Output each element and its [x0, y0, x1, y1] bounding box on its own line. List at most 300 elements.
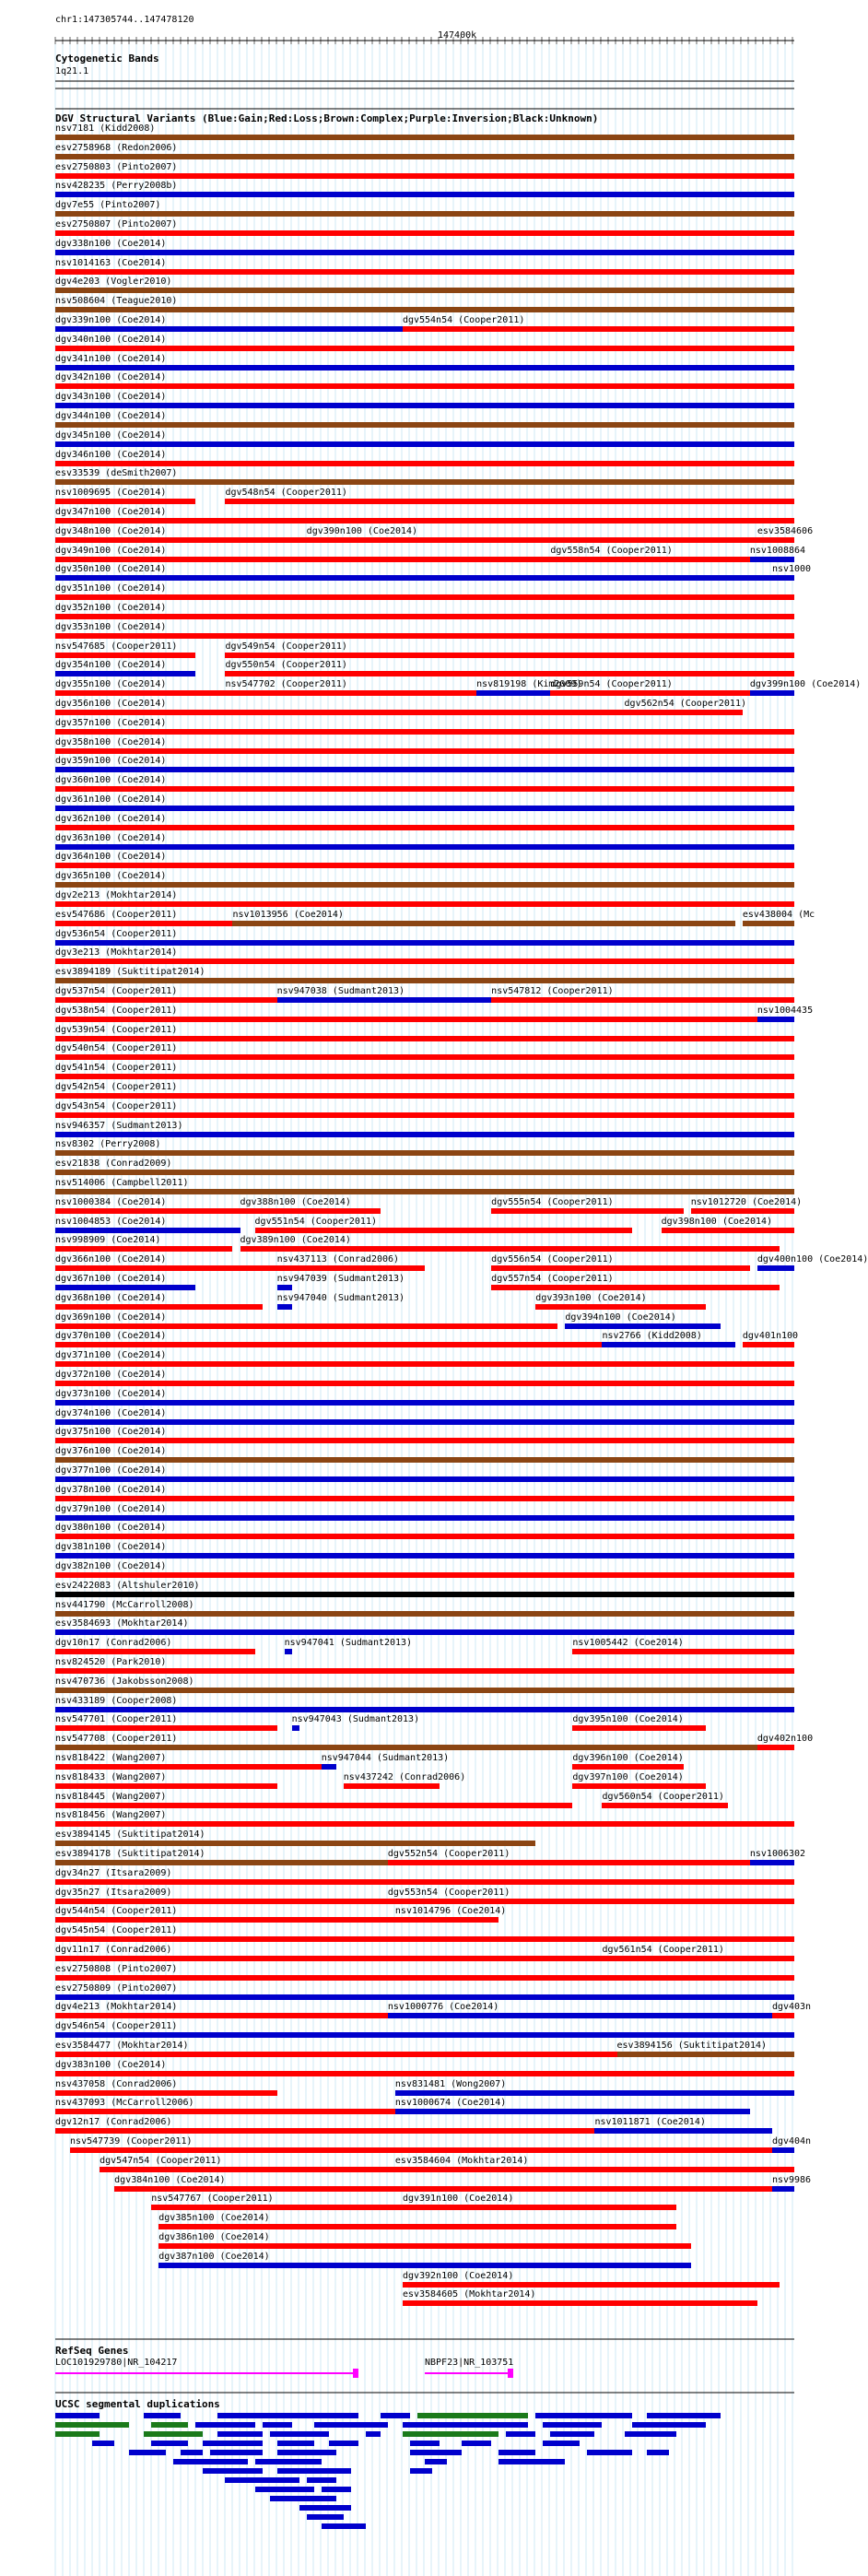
variant-bar[interactable] [55, 1342, 602, 1347]
variant-bar[interactable] [55, 422, 794, 428]
segdup-bar[interactable] [255, 2459, 322, 2464]
variant-label[interactable]: dgv359n100 (Coe2014) [55, 756, 167, 767]
variant-bar[interactable] [750, 690, 794, 696]
segdup-bar[interactable] [632, 2422, 706, 2428]
variant-bar[interactable] [232, 921, 734, 926]
refseq-track-title[interactable]: RefSeq Genes [55, 2345, 129, 2357]
variant-bar[interactable] [395, 2109, 750, 2114]
variant-bar[interactable] [55, 653, 195, 658]
variant-label[interactable]: nsv437242 (Conrad2006) [343, 1771, 466, 1782]
variant-label[interactable]: dgv355n100 (Coe2014) [55, 679, 167, 690]
variant-label[interactable]: dgv366n100 (Coe2014) [55, 1254, 167, 1265]
variant-bar[interactable] [55, 269, 794, 275]
segdup-bar[interactable] [151, 2441, 188, 2446]
variant-bar[interactable] [225, 690, 476, 696]
variant-label[interactable]: nsv947043 (Sudmant2013) [291, 1714, 420, 1725]
variant-bar[interactable] [55, 288, 794, 293]
variant-label[interactable]: esv2750808 (Pinto2007) [55, 1963, 178, 1974]
segdup-bar[interactable] [587, 2450, 631, 2455]
variant-bar[interactable] [55, 1054, 794, 1060]
variant-label[interactable]: nsv1000 [771, 564, 812, 575]
variant-bar[interactable] [55, 1553, 794, 1559]
variant-label[interactable]: nsv1006302 [749, 1849, 806, 1859]
variant-bar[interactable] [55, 1036, 794, 1041]
segdup-bar[interactable] [625, 2431, 676, 2437]
variant-bar[interactable] [55, 1170, 794, 1175]
variant-bar[interactable] [55, 1745, 757, 1750]
variant-bar[interactable] [307, 537, 757, 543]
variant-bar[interactable] [55, 1323, 557, 1329]
variant-label[interactable]: dgv4e213 (Mokhtar2014) [55, 2002, 178, 2013]
variant-label[interactable]: dgv342n100 (Coe2014) [55, 372, 167, 383]
variant-bar[interactable] [772, 2186, 794, 2192]
variant-label[interactable]: dgv363n100 (Coe2014) [55, 832, 167, 843]
variant-bar[interactable] [55, 192, 794, 197]
variant-bar[interactable] [757, 537, 794, 543]
variant-bar[interactable] [772, 2013, 794, 2018]
variant-label[interactable]: dgv4e203 (Vogler2010) [55, 276, 172, 288]
variant-label[interactable]: nsv547701 (Cooper2011) [55, 1714, 178, 1725]
variant-label[interactable]: dgv376n100 (Coe2014) [55, 1446, 167, 1457]
variant-label[interactable]: esv21838 (Conrad2009) [55, 1159, 172, 1170]
variant-bar[interactable] [285, 1649, 292, 1654]
variant-label[interactable]: dgv351n100 (Coe2014) [55, 583, 167, 594]
variant-bar[interactable] [55, 1764, 322, 1770]
variant-bar[interactable] [388, 1860, 750, 1865]
variant-label[interactable]: dgv379n100 (Coe2014) [55, 1503, 167, 1514]
variant-label[interactable]: dgv34n27 (Itsara2009) [55, 1867, 172, 1878]
variant-bar[interactable] [55, 2128, 594, 2134]
variant-bar[interactable] [225, 653, 794, 658]
variant-bar[interactable] [395, 1917, 499, 1923]
variant-bar[interactable] [572, 1725, 705, 1731]
variant-bar[interactable] [55, 1093, 794, 1099]
variant-bar[interactable] [572, 1764, 683, 1770]
variant-label[interactable]: dgv402n100 [757, 1734, 814, 1745]
variant-label[interactable]: dgv380n100 (Coe2014) [55, 1523, 167, 1534]
variant-bar[interactable] [403, 326, 794, 332]
refseq-gene-bar[interactable] [55, 2372, 358, 2374]
variant-bar[interactable] [491, 997, 794, 1003]
segdup-bar[interactable] [299, 2505, 351, 2511]
variant-label[interactable]: nsv831481 (Wong2007) [394, 2078, 507, 2089]
variant-label[interactable]: nsv947038 (Sudmant2013) [276, 986, 405, 996]
variant-bar[interactable] [55, 1265, 277, 1271]
variant-label[interactable]: dgv350n100 (Coe2014) [55, 564, 167, 575]
segdup-bar[interactable] [225, 2477, 299, 2483]
variant-bar[interactable] [55, 1994, 794, 2000]
variant-label[interactable]: dgv368n100 (Coe2014) [55, 1292, 167, 1303]
variant-bar[interactable] [55, 307, 794, 312]
variant-label[interactable]: dgv381n100 (Coe2014) [55, 1542, 167, 1553]
segdup-bar[interactable] [203, 2441, 262, 2446]
variant-bar[interactable] [691, 1208, 794, 1214]
variant-bar[interactable] [70, 2147, 772, 2153]
variant-label[interactable]: esv2750809 (Pinto2007) [55, 1982, 178, 1994]
segdup-bar[interactable] [322, 2487, 351, 2492]
variant-bar[interactable] [55, 710, 625, 715]
variant-bar[interactable] [55, 901, 794, 907]
variant-label[interactable]: dgv372n100 (Coe2014) [55, 1370, 167, 1380]
variant-label[interactable]: nsv9986 [771, 2174, 812, 2185]
variant-bar[interactable] [55, 1285, 195, 1290]
variant-bar[interactable] [55, 2090, 277, 2096]
variant-label[interactable]: dgv538n54 (Cooper2011) [55, 1005, 178, 1016]
segdup-bar[interactable] [307, 2514, 344, 2520]
variant-label[interactable]: dgv387n100 (Coe2014) [158, 2251, 270, 2262]
variant-label[interactable]: esv2758968 (Redon2006) [55, 142, 178, 153]
variant-bar[interactable] [55, 211, 794, 217]
variant-label[interactable]: nsv514006 (Campbell2011) [55, 1178, 189, 1188]
variant-label[interactable]: nsv547685 (Cooper2011) [55, 641, 178, 652]
variant-label[interactable]: nsv547767 (Cooper2011) [151, 2194, 274, 2205]
variant-bar[interactable] [602, 1803, 727, 1808]
variant-label[interactable]: nsv1013956 (Coe2014) [232, 909, 344, 920]
variant-label[interactable]: dgv370n100 (Coe2014) [55, 1331, 167, 1342]
variant-bar[interactable] [55, 2071, 794, 2076]
variant-bar[interactable] [757, 1017, 794, 1022]
variant-bar[interactable] [55, 1534, 794, 1539]
segdup-bar[interactable] [263, 2422, 292, 2428]
variant-bar[interactable] [55, 1150, 794, 1156]
variant-label[interactable]: dgv339n100 (Coe2014) [55, 315, 167, 325]
variant-bar[interactable] [55, 1975, 794, 1981]
refseq-exon[interactable] [353, 2369, 358, 2378]
segdup-bar[interactable] [181, 2450, 203, 2455]
variant-bar[interactable] [602, 1342, 734, 1347]
variant-label[interactable]: dgv541n54 (Cooper2011) [55, 1063, 178, 1074]
variant-bar[interactable] [55, 479, 794, 485]
variant-bar[interactable] [55, 1668, 794, 1674]
variant-bar[interactable] [55, 173, 794, 179]
variant-bar[interactable] [625, 710, 743, 715]
segdup-bar[interactable] [307, 2477, 336, 2483]
variant-bar[interactable] [55, 921, 232, 926]
variant-bar[interactable] [55, 575, 772, 581]
variant-bar[interactable] [757, 1265, 794, 1271]
variant-bar[interactable] [403, 2300, 757, 2306]
variant-bar[interactable] [55, 1707, 794, 1712]
variant-label[interactable]: nsv818433 (Wang2007) [55, 1771, 167, 1782]
variant-label[interactable]: nsv1014796 (Coe2014) [394, 1906, 507, 1917]
segdup-bar[interactable] [55, 2431, 100, 2437]
variant-bar[interactable] [55, 2052, 617, 2057]
variant-bar[interactable] [55, 614, 794, 619]
variant-bar[interactable] [55, 346, 794, 351]
variant-bar[interactable] [158, 2243, 690, 2249]
variant-bar[interactable] [550, 557, 750, 562]
variant-bar[interactable] [743, 1342, 794, 1347]
variant-bar[interactable] [277, 1285, 292, 1290]
variant-label[interactable]: dgv340n100 (Coe2014) [55, 334, 167, 345]
variant-bar[interactable] [476, 690, 550, 696]
variant-bar[interactable] [662, 1228, 794, 1233]
variant-label[interactable]: dgv395n100 (Coe2014) [572, 1714, 684, 1725]
variant-label[interactable]: dgv550n54 (Cooper2011) [225, 660, 347, 671]
variant-label[interactable]: esv3894189 (Suktitipat2014) [55, 967, 205, 978]
refseq-gene-bar[interactable] [425, 2372, 513, 2374]
variant-label[interactable]: nsv818422 (Wang2007) [55, 1753, 167, 1763]
variant-label[interactable]: esv438004 (Mc [742, 909, 815, 920]
variant-bar[interactable] [388, 1899, 794, 1904]
variant-bar[interactable] [55, 1515, 794, 1521]
variant-bar[interactable] [388, 2013, 772, 2018]
variant-label[interactable]: dgv338n100 (Coe2014) [55, 238, 167, 249]
variant-label[interactable]: dgv543n54 (Cooper2011) [55, 1100, 178, 1112]
variant-label[interactable]: nsv946357 (Sudmant2013) [55, 1120, 183, 1131]
variant-bar[interactable] [491, 1265, 750, 1271]
variant-bar[interactable] [743, 921, 794, 926]
variant-label[interactable]: dgv404n [771, 2136, 812, 2147]
refseq-gene-label[interactable]: NBPF23|NR_103751 [425, 2358, 514, 2368]
variant-bar[interactable] [55, 940, 794, 946]
variant-bar[interactable] [55, 518, 794, 523]
variant-label[interactable]: dgv374n100 (Coe2014) [55, 1407, 167, 1418]
variant-label[interactable]: nsv1014163 (Coe2014) [55, 257, 167, 268]
variant-bar[interactable] [55, 1821, 794, 1827]
variant-bar[interactable] [395, 2167, 794, 2172]
variant-label[interactable]: dgv360n100 (Coe2014) [55, 775, 167, 786]
variant-label[interactable]: dgv557n54 (Cooper2011) [491, 1274, 614, 1284]
segdup-bar[interactable] [129, 2450, 166, 2455]
variant-label[interactable]: nsv1000776 (Coe2014) [387, 2002, 499, 2013]
variant-bar[interactable] [55, 1688, 794, 1693]
variant-bar[interactable] [322, 1764, 336, 1770]
variant-label[interactable]: dgv345n100 (Coe2014) [55, 429, 167, 441]
variant-label[interactable]: dgv383n100 (Coe2014) [55, 2059, 167, 2070]
segdup-bar[interactable] [499, 2450, 535, 2455]
variant-label[interactable]: dgv349n100 (Coe2014) [55, 545, 167, 556]
variant-bar[interactable] [55, 1936, 794, 1942]
variant-bar[interactable] [277, 1304, 292, 1310]
variant-label[interactable]: esv3894145 (Suktitipat2014) [55, 1829, 205, 1841]
segdup-bar[interactable] [543, 2422, 602, 2428]
variant-bar[interactable] [55, 1228, 240, 1233]
segdup-bar[interactable] [217, 2431, 262, 2437]
variant-bar[interactable] [403, 2205, 676, 2210]
variant-bar[interactable] [344, 1783, 440, 1789]
variant-label[interactable]: nsv2766 (Kidd2008) [602, 1331, 702, 1342]
variant-label[interactable]: esv3584477 (Mokhtar2014) [55, 2041, 189, 2051]
variant-bar[interactable] [151, 2205, 403, 2210]
variant-bar[interactable] [55, 1649, 255, 1654]
variant-label[interactable]: nsv7181 (Kidd2008) [55, 124, 156, 134]
segdup-bar[interactable] [410, 2441, 440, 2446]
segdup-bar[interactable] [255, 2487, 314, 2492]
variant-bar[interactable] [403, 2282, 780, 2288]
variant-bar[interactable] [55, 1419, 794, 1425]
variant-bar[interactable] [277, 1265, 425, 1271]
variant-label[interactable]: dgv10n17 (Conrad2006) [55, 1638, 172, 1649]
variant-label[interactable]: dgv377n100 (Coe2014) [55, 1465, 167, 1476]
variant-bar[interactable] [240, 1246, 780, 1252]
variant-label[interactable]: esv3584605 (Mokhtar2014) [402, 2289, 536, 2300]
variant-label[interactable]: dgv555n54 (Cooper2011) [491, 1196, 614, 1207]
variant-label[interactable]: dgv403n [771, 2002, 812, 2013]
variant-bar[interactable] [750, 557, 794, 562]
variant-label[interactable]: nsv947044 (Sudmant2013) [321, 1753, 450, 1763]
variant-label[interactable]: esv2422083 (Altshuler2010) [55, 1580, 200, 1591]
variant-bar[interactable] [55, 1572, 794, 1578]
variant-bar[interactable] [55, 882, 794, 888]
segdup-bar[interactable] [173, 2459, 247, 2464]
variant-label[interactable]: dgv348n100 (Coe2014) [55, 525, 167, 536]
variant-bar[interactable] [292, 1725, 299, 1731]
variant-bar[interactable] [55, 365, 794, 371]
variant-bar[interactable] [55, 959, 794, 964]
variant-label[interactable]: dgv400n100 (Coe2014) [757, 1254, 868, 1265]
variant-label[interactable]: dgv352n100 (Coe2014) [55, 603, 167, 613]
variant-label[interactable]: dgv391n100 (Coe2014) [402, 2194, 514, 2205]
variant-label[interactable]: nsv8302 (Perry2008) [55, 1139, 161, 1150]
variant-bar[interactable] [550, 690, 750, 696]
variant-label[interactable]: nsv998909 (Coe2014) [55, 1235, 161, 1246]
variant-label[interactable]: esv3894178 (Suktitipat2014) [55, 1849, 205, 1859]
variant-bar[interactable] [55, 403, 794, 408]
variant-label[interactable]: nsv1000384 (Coe2014) [55, 1196, 167, 1207]
variant-label[interactable]: dgv388n100 (Coe2014) [240, 1196, 351, 1207]
variant-bar[interactable] [55, 1017, 757, 1022]
variant-label[interactable]: dgv35n27 (Itsara2009) [55, 1887, 172, 1898]
variant-bar[interactable] [55, 1611, 794, 1617]
variant-label[interactable]: nsv947039 (Sudmant2013) [276, 1274, 405, 1284]
variant-label[interactable]: dgv343n100 (Coe2014) [55, 392, 167, 403]
variant-bar[interactable] [55, 767, 794, 772]
variant-label[interactable]: dgv548n54 (Cooper2011) [225, 488, 347, 499]
variant-bar[interactable] [55, 863, 794, 868]
variant-label[interactable]: esv2750803 (Pinto2007) [55, 161, 178, 172]
variant-label[interactable]: nsv947040 (Sudmant2013) [276, 1292, 405, 1303]
variant-label[interactable]: nsv547812 (Cooper2011) [491, 986, 614, 996]
variant-label[interactable]: nsv818445 (Wang2007) [55, 1791, 167, 1802]
variant-bar[interactable] [55, 1860, 388, 1865]
variant-bar[interactable] [55, 633, 794, 639]
variant-bar[interactable] [55, 729, 794, 735]
segdup-bar[interactable] [144, 2431, 203, 2437]
variant-label[interactable]: dgv375n100 (Coe2014) [55, 1427, 167, 1438]
variant-bar[interactable] [55, 1361, 794, 1367]
segdup-bar[interactable] [210, 2450, 262, 2455]
variant-label[interactable]: nsv1008864 [749, 545, 806, 556]
variant-label[interactable]: dgv361n100 (Coe2014) [55, 794, 167, 805]
variant-bar[interactable] [55, 1879, 794, 1885]
segdup-bar[interactable] [277, 2468, 351, 2474]
refseq-gene-label[interactable]: LOC101929780|NR_104217 [55, 2358, 178, 2368]
variant-bar[interactable] [100, 2167, 395, 2172]
variant-label[interactable]: nsv437058 (Conrad2006) [55, 2078, 178, 2089]
segdup-bar[interactable] [270, 2496, 336, 2501]
variant-label[interactable]: dgv393n100 (Coe2014) [535, 1292, 647, 1303]
variant-bar[interactable] [55, 1381, 794, 1386]
segdup-bar[interactable] [92, 2441, 114, 2446]
variant-bar[interactable] [55, 786, 794, 792]
variant-bar[interactable] [225, 499, 794, 504]
variant-label[interactable]: nsv428235 (Perry2008b) [55, 181, 178, 192]
variant-label[interactable]: nsv547702 (Cooper2011) [225, 679, 347, 690]
variant-label[interactable]: nsv824520 (Park2010) [55, 1657, 167, 1667]
variant-label[interactable]: dgv399n100 (Coe2014) [749, 679, 862, 690]
segdup-bar[interactable] [410, 2450, 462, 2455]
variant-bar[interactable] [55, 2032, 794, 2038]
variant-bar[interactable] [55, 135, 794, 140]
variant-label[interactable]: dgv536n54 (Cooper2011) [55, 928, 178, 939]
segdup-bar[interactable] [535, 2413, 631, 2418]
variant-bar[interactable] [55, 154, 794, 159]
cytoband-track-title[interactable]: Cytogenetic Bands [55, 53, 159, 65]
segdup-bar[interactable] [151, 2422, 188, 2428]
variant-bar[interactable] [55, 1476, 794, 1482]
segdup-bar[interactable] [144, 2413, 181, 2418]
variant-bar[interactable] [55, 1400, 794, 1406]
variant-bar[interactable] [55, 1841, 535, 1846]
variant-label[interactable]: nsv1012720 (Coe2014) [690, 1196, 803, 1207]
variant-bar[interactable] [55, 806, 794, 811]
segdup-bar[interactable] [195, 2422, 254, 2428]
variant-label[interactable]: dgv539n54 (Cooper2011) [55, 1024, 178, 1035]
variant-bar[interactable] [395, 2090, 794, 2096]
variant-label[interactable]: dgv546n54 (Cooper2011) [55, 2021, 178, 2032]
variant-bar[interactable] [55, 441, 794, 447]
variant-label[interactable]: dgv369n100 (Coe2014) [55, 1312, 167, 1323]
variant-bar[interactable] [55, 1899, 388, 1904]
variant-bar[interactable] [55, 2109, 395, 2114]
variant-bar[interactable] [535, 1304, 705, 1310]
variant-label[interactable]: dgv549n54 (Cooper2011) [225, 641, 347, 652]
variant-bar[interactable] [55, 1725, 277, 1731]
variant-bar[interactable] [55, 594, 794, 600]
variant-bar[interactable] [55, 1074, 794, 1079]
variant-bar[interactable] [55, 250, 794, 255]
refseq-exon[interactable] [508, 2369, 513, 2378]
variant-label[interactable]: nsv1005442 (Coe2014) [572, 1638, 684, 1649]
variant-label[interactable]: dgv353n100 (Coe2014) [55, 621, 167, 632]
segdup-bar[interactable] [425, 2459, 447, 2464]
variant-bar[interactable] [55, 1189, 794, 1194]
segdup-bar[interactable] [366, 2431, 381, 2437]
variant-label[interactable]: nsv1000674 (Coe2014) [394, 2098, 507, 2109]
variant-label[interactable]: dgv556n54 (Cooper2011) [491, 1254, 614, 1265]
segdup-bar[interactable] [543, 2441, 580, 2446]
segdup-bar[interactable] [277, 2441, 314, 2446]
variant-bar[interactable] [55, 1208, 240, 1214]
variant-bar[interactable] [55, 690, 225, 696]
variant-label[interactable]: nsv437113 (Conrad2006) [276, 1254, 400, 1265]
segdup-bar[interactable] [277, 2450, 336, 2455]
variant-label[interactable]: nsv947041 (Sudmant2013) [284, 1638, 413, 1649]
variant-label[interactable]: dgv553n54 (Cooper2011) [387, 1887, 510, 1898]
variant-bar[interactable] [255, 1228, 632, 1233]
segdup-bar[interactable] [270, 2431, 329, 2437]
variant-label[interactable]: dgv367n100 (Coe2014) [55, 1274, 167, 1284]
variant-label[interactable]: dgv365n100 (Coe2014) [55, 871, 167, 882]
variant-label[interactable]: esv3894156 (Suktitipat2014) [616, 2041, 768, 2051]
variant-bar[interactable] [158, 2263, 690, 2268]
variant-label[interactable]: dgv394n100 (Coe2014) [565, 1312, 676, 1323]
segdup-bar[interactable] [403, 2422, 528, 2428]
variant-bar[interactable] [114, 2186, 772, 2192]
variant-bar[interactable] [55, 2013, 388, 2018]
segdup-bar[interactable] [417, 2413, 528, 2418]
segdup-bar[interactable] [647, 2450, 669, 2455]
variant-bar[interactable] [55, 748, 794, 754]
variant-bar[interactable] [491, 1208, 684, 1214]
variant-label[interactable]: dgv390n100 (Coe2014) [306, 525, 418, 536]
variant-bar[interactable] [55, 844, 794, 850]
variant-bar[interactable] [55, 1457, 794, 1463]
variant-label[interactable]: dgv401n100 [742, 1331, 799, 1342]
variant-label[interactable]: nsv508604 (Teague2010) [55, 296, 178, 307]
variant-bar[interactable] [565, 1323, 720, 1329]
